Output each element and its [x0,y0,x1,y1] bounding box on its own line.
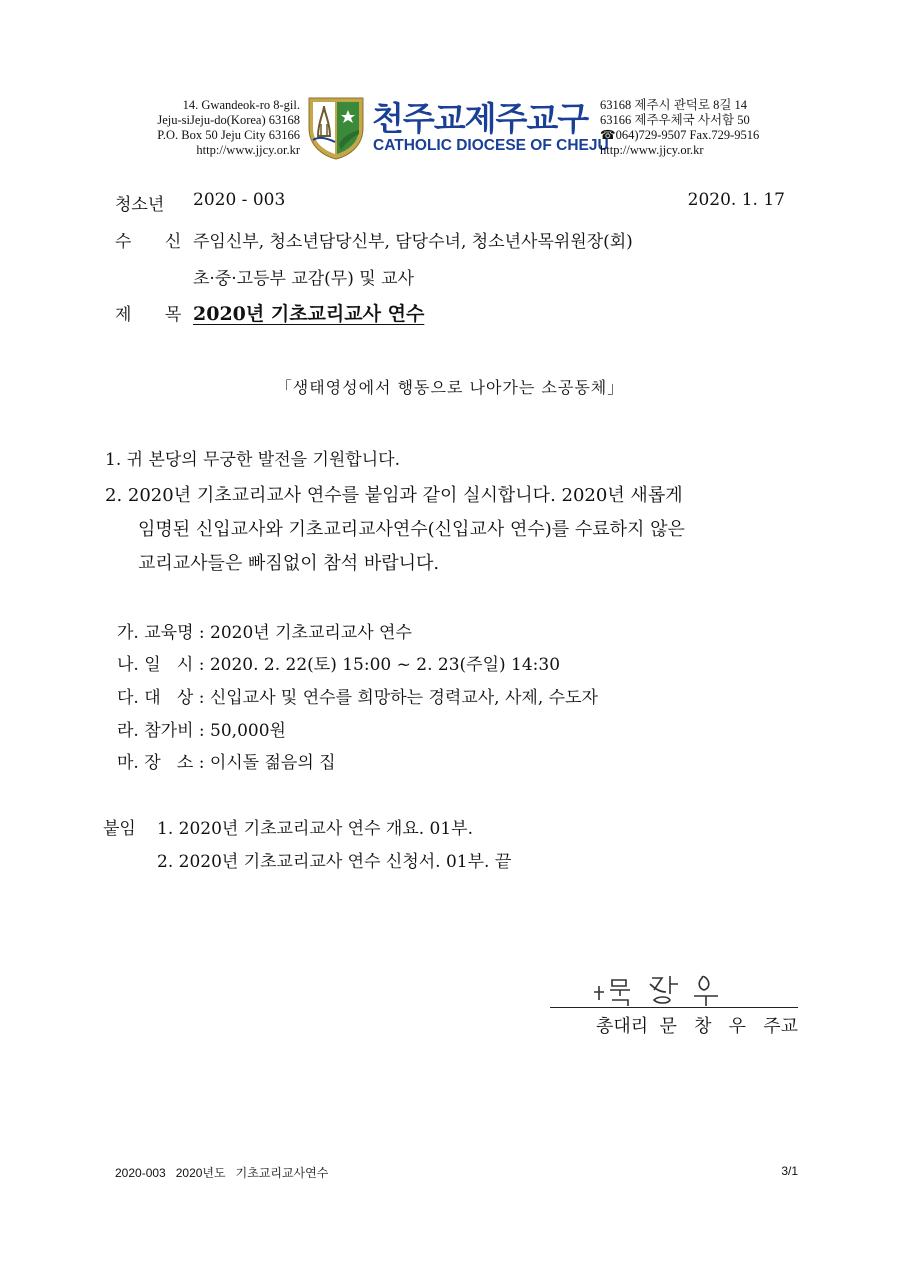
detail-item-fee: 라. 참가비 : 50,000원 [117,721,286,741]
subject-label: 제 목 [115,305,196,325]
signature-line [550,1007,798,1008]
address-ko-line: 63166 제주우체국 사서함 50 [600,113,750,127]
address-en-line: P.O. Box 50 Jeju City 63166 [157,128,300,142]
detail-item-schedule: 나. 일 시 : 2020. 2. 22(토) 15:00 ~ 2. 23(주일) 14:30 [117,655,561,675]
body-paragraph-continued: 교리교사들은 빠짐없이 참석 바랍니다. [138,553,440,574]
dept-label: 청소년 [115,195,165,215]
doc-number: 2020 - 003 [193,190,286,210]
handwritten-signature [590,970,740,1008]
website-link[interactable]: http://www.jjcy.or.kr [196,143,300,157]
detail-item-venue: 마. 장 소 : 이시돌 젊음의 집 [117,753,336,773]
org-name-en: CATHOLIC DIOCESE OF CHEJU [373,137,609,154]
signer-name: 총대리 문 창 우 주교 [595,1016,798,1037]
diocese-emblem-icon [305,94,367,160]
address-ko-block [600,98,759,158]
page-number: 3/1 [781,1164,798,1178]
attachment-label: 붙임 [103,819,136,839]
recipients-line: 주임신부, 청소년담당신부, 담당수녀, 청소년사목위원장(회) [193,232,633,252]
address-en-line: 14. Gwandeok-ro 8-gil. [182,98,300,112]
footer-doc-ref: 2020-003 2020년도 기초교리교사연수 [115,1166,329,1180]
recipient-label: 수 신 [115,232,196,252]
detail-item-program: 가. 교육명 : 2020년 기초교리교사 연수 [117,623,412,643]
slogan: 「생태영성에서 행동으로 나아가는 소공동체」 [275,378,625,397]
body-paragraph: 1. 귀 본당의 무궁한 발전을 기원합니다. [105,450,400,470]
address-ko-line: 63168 제주시 관덕로 8길 14 [600,98,748,112]
phone-fax-line: ☎064)729-9507 Fax.729-9516 [600,128,760,142]
body-paragraph-continued: 임명된 신입교사와 기초교리교사연수(신입교사 연수)를 수료하지 않은 [138,519,685,540]
attachment-item: 2. 2020년 기초교리교사 연수 신청서. 01부. 끝 [157,852,512,872]
recipients-line: 초·중·고등부 교감(무) 및 교사 [193,269,414,289]
detail-item-target: 다. 대 상 : 신입교사 및 연수를 희망하는 경력교사, 사제, 수도자 [117,688,598,708]
attachment-item: 1. 2020년 기초교리교사 연수 개요. 01부. [157,819,474,839]
org-name-ko: 천주교제주교구 [372,99,589,138]
subject-title: 2020년 기초교리교사 연수 [193,303,425,325]
address-en-block [157,98,300,158]
website-link[interactable]: http://www.jjcy.or.kr [600,143,704,157]
address-en-line: Jeju-siJeju-do(Korea) 63168 [157,113,300,127]
doc-date: 2020. 1. 17 [687,190,785,210]
body-paragraph: 2. 2020년 기초교리교사 연수를 붙임과 같이 실시합니다. 2020년 새롭게 [105,485,683,506]
